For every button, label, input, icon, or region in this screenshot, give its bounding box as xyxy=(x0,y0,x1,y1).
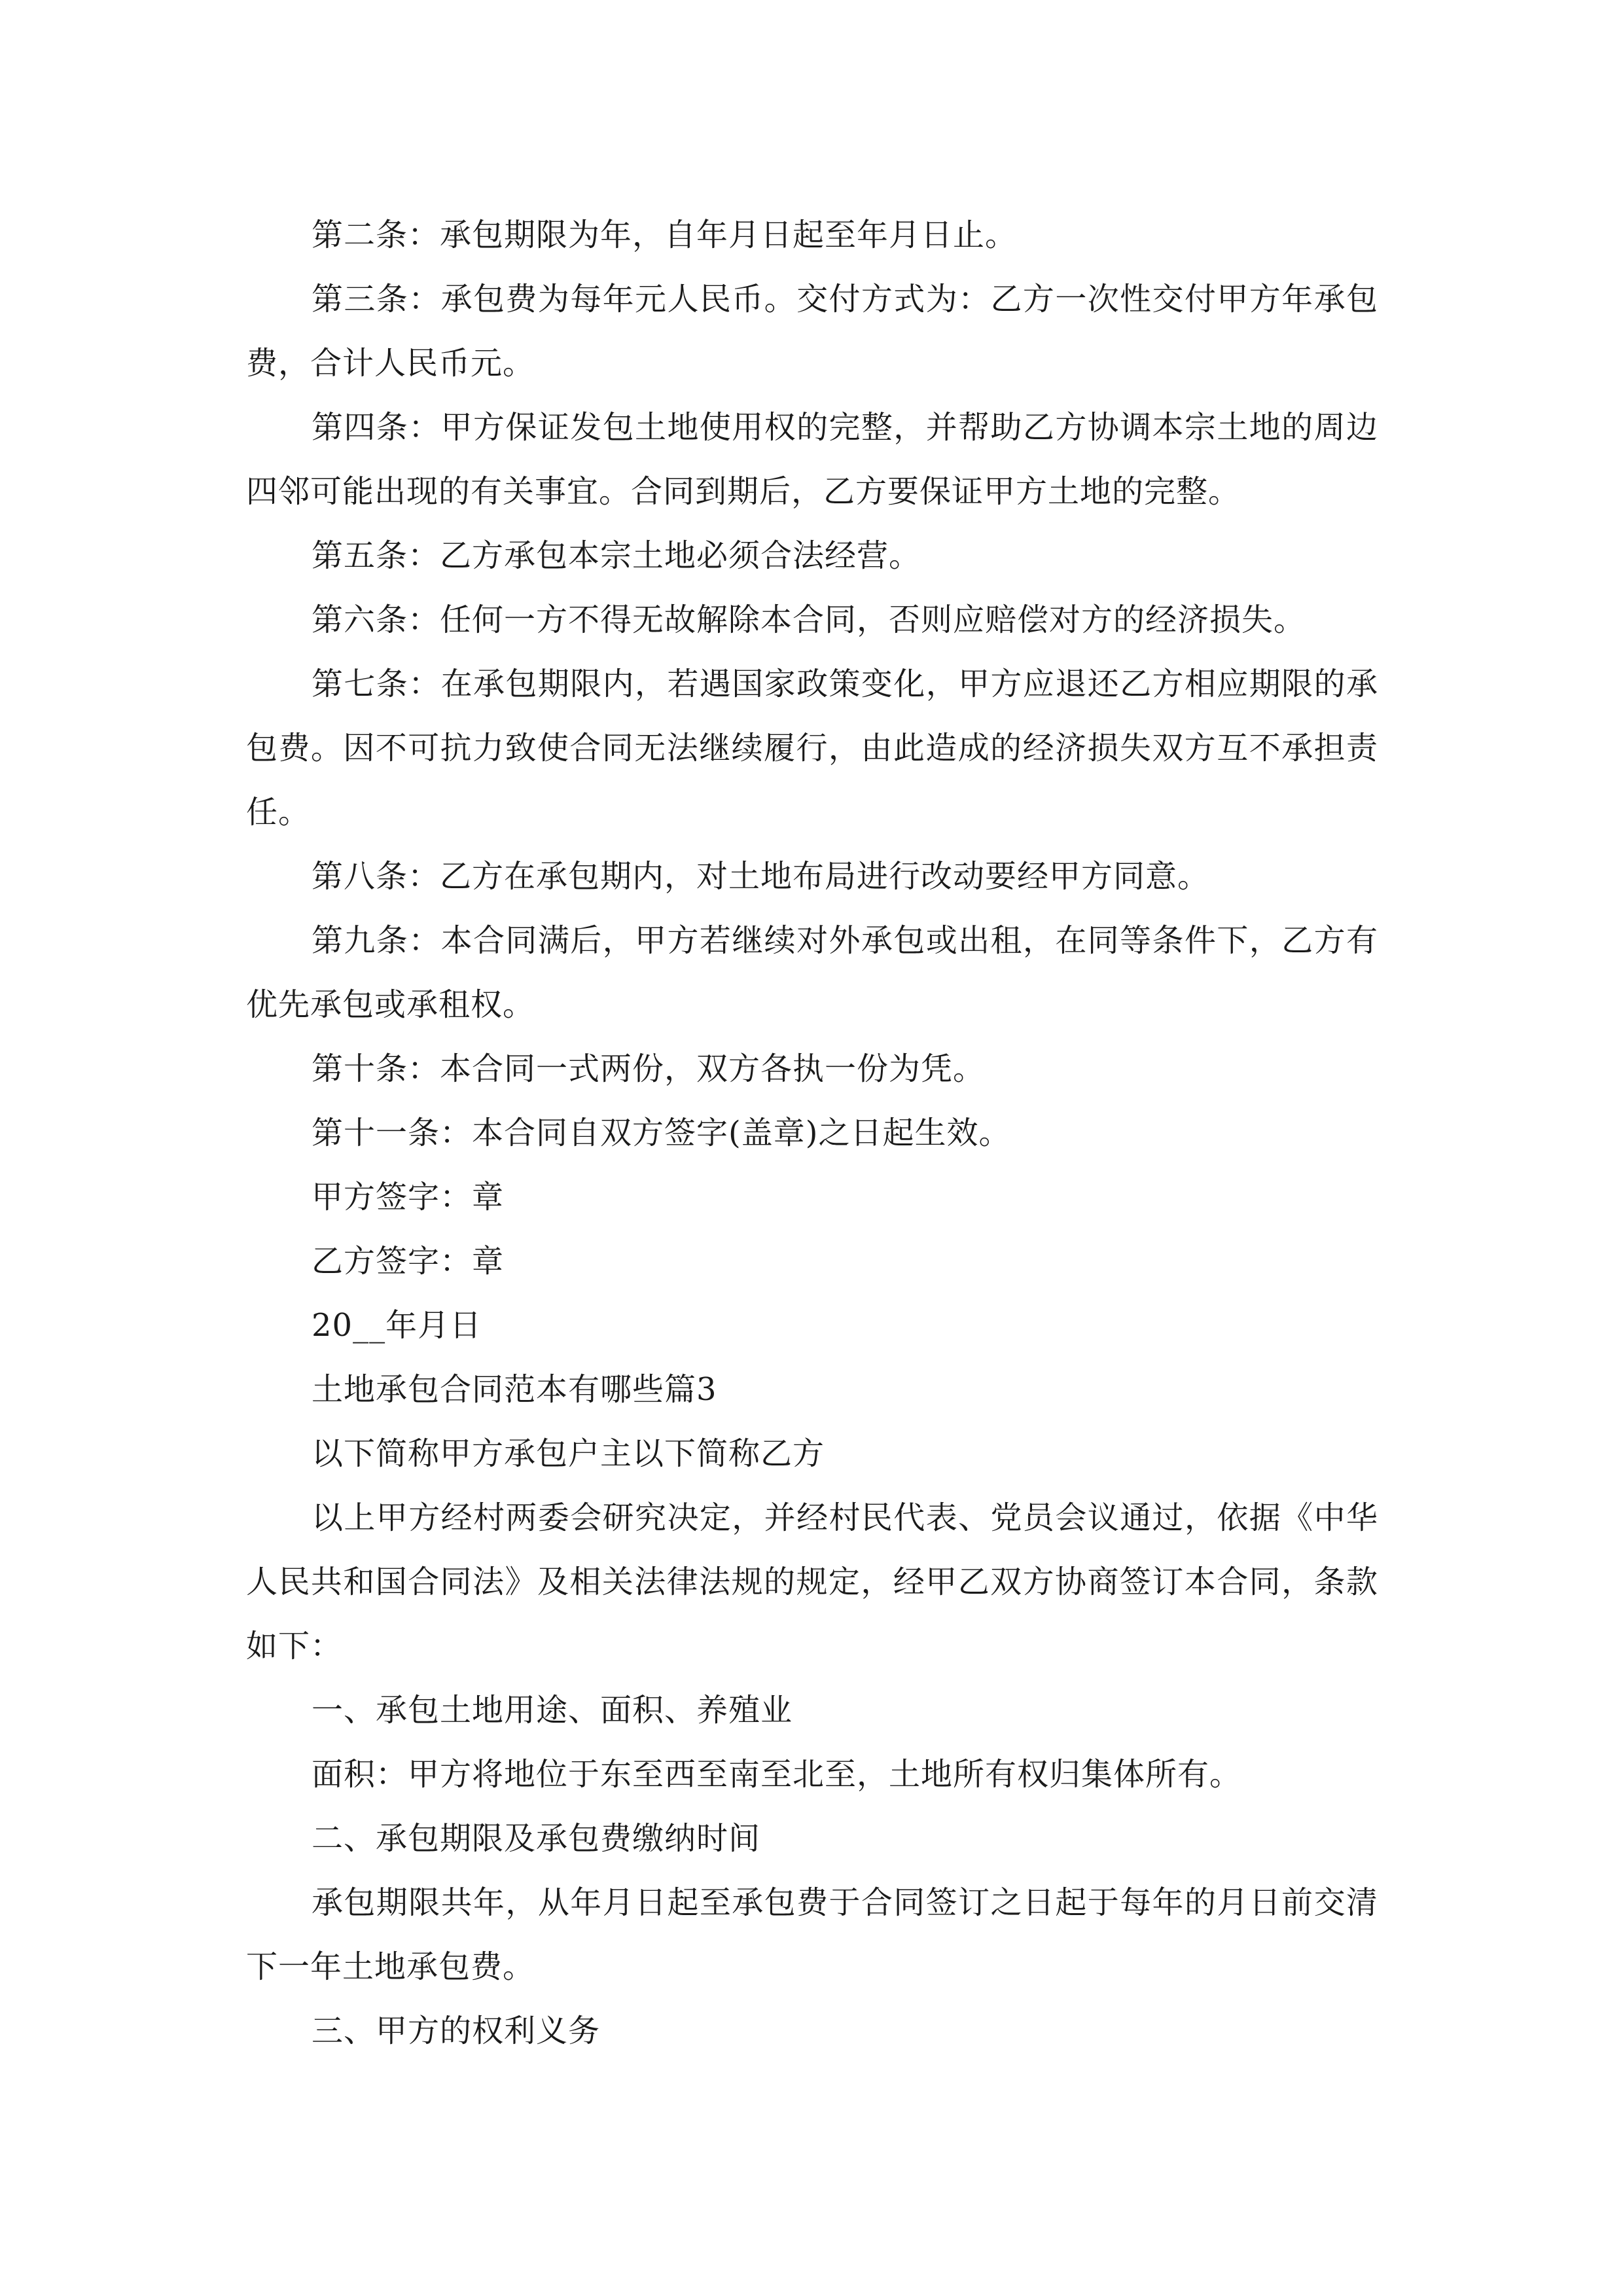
article-1-heading: 一、承包土地用途、面积、养殖业 xyxy=(312,1692,793,1729)
clause-8: 第八条：乙方在承包期内，对土地布局进行改动要经甲方同意。 xyxy=(312,858,1210,895)
clause-6: 第六条：任何一方不得无故解除本合同，否则应赔偿对方的经济损失。 xyxy=(312,601,1306,638)
term-line: 承包期限共年，从年月日起至承包费于合同签订之日起于每年的月日前交清下一年土地承包费。 xyxy=(246,1884,1378,1985)
document-body xyxy=(246,203,1378,2063)
clause-9: 第九条：本合同满后，甲方若继续对外承包或出租，在同等条件下，乙方有优先承包或承租权。 xyxy=(246,922,1378,1023)
article-2-heading: 二、承包期限及承包费缴纳时间 xyxy=(312,1820,761,1857)
clause-3: 第三条：承包费为每年元人民币。交付方式为：乙方一次性交付甲方年承包费，合计人民币元。 xyxy=(246,281,1378,382)
section-heading: 土地承包合同范本有哪些篇3 xyxy=(312,1371,717,1408)
party-b-signature: 乙方签字：章 xyxy=(312,1243,505,1280)
preamble: 以上甲方经村两委会研究决定，并经村民代表、党员会议通过，依据《中华人民共和国合同法》及相关法律法规的规定，经甲乙双方协商签订本合同，条款如下： xyxy=(246,1499,1378,1664)
clause-10: 第十条：本合同一式两份，双方各执一份为凭。 xyxy=(312,1050,986,1087)
clause-7: 第七条：在承包期限内，若遇国家政策变化，甲方应退还乙方相应期限的承包费。因不可抗力致使合同无法继续履行，由此造成的经济损失双方互不承担责任。 xyxy=(246,666,1378,831)
clause-11: 第十一条：本合同自双方签字(盖章)之日起生效。 xyxy=(312,1115,1011,1151)
article-3-heading: 三、甲方的权利义务 xyxy=(312,2013,601,2049)
clause-4: 第四条：甲方保证发包土地使用权的完整，并帮助乙方协调本宗土地的周边四邻可能出现的有关事宜。合同到期后，乙方要保证甲方土地的完整。 xyxy=(246,409,1378,510)
clause-2: 第二条：承包期限为年，自年月日起至年月日止。 xyxy=(312,217,1018,253)
parties-line: 以下简称甲方承包户主以下简称乙方 xyxy=(312,1435,825,1472)
date-line: 20__年月日 xyxy=(312,1307,482,1344)
party-a-signature: 甲方签字：章 xyxy=(312,1179,505,1215)
clause-5: 第五条：乙方承包本宗土地必须合法经营。 xyxy=(312,537,921,574)
area-line: 面积：甲方将地位于东至西至南至北至，土地所有权归集体所有。 xyxy=(312,1756,1242,1793)
